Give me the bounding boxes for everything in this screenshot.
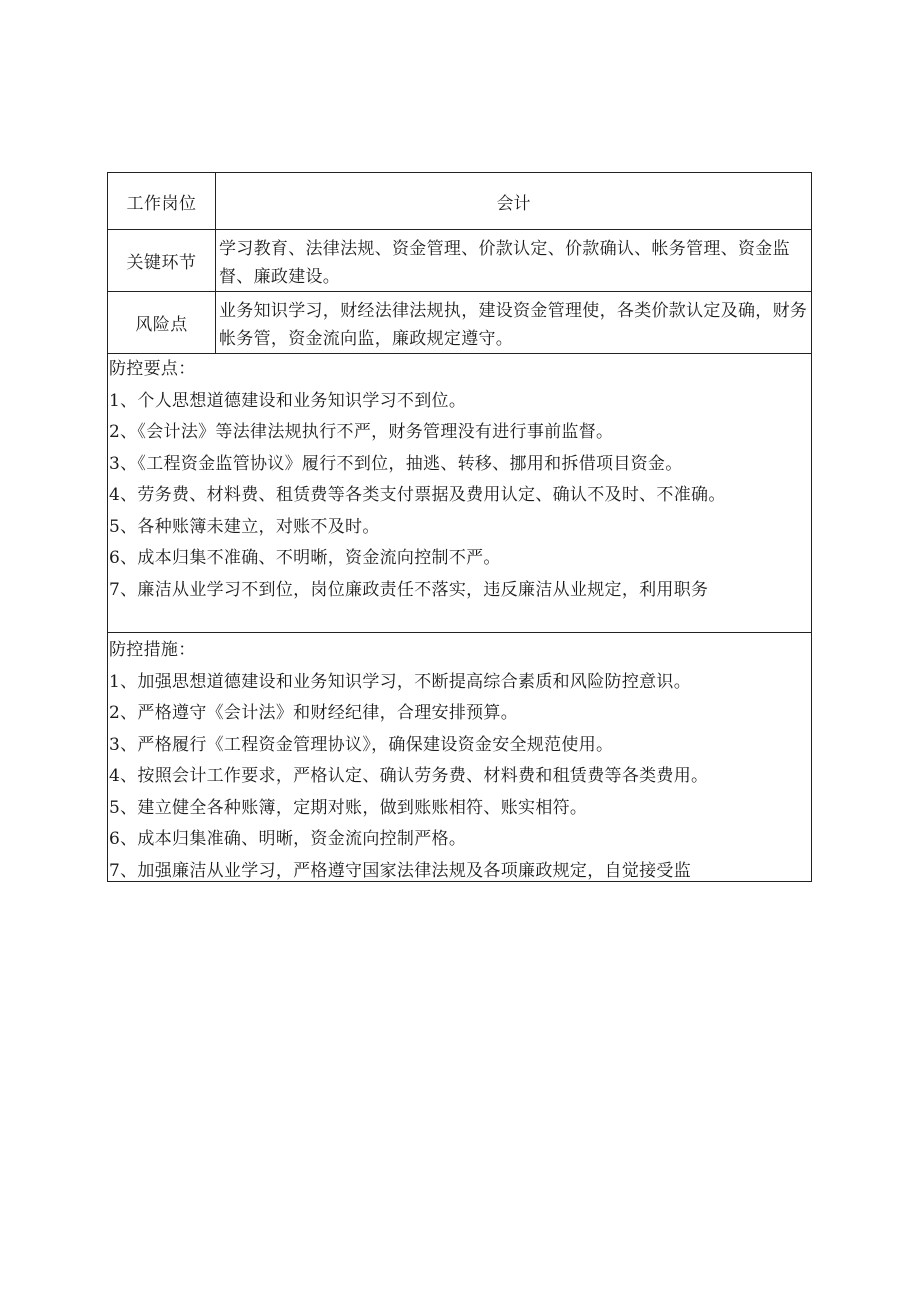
- position-row: [108, 173, 811, 230]
- control-point-item: 4、劳务费、材料费、租赁费等各类支付票据及费用认定、确认不及时、不准确。: [109, 485, 726, 505]
- control-measure-item: 4、按照会计工作要求，严格认定、确认劳务费、材料费和租赁费等各类费用。: [109, 766, 709, 786]
- control-measure-item: 2、严格遵守《会计法》和财经纪律，合理安排预算。: [109, 703, 519, 723]
- control-measure-item: 1、加强思想道德建设和业务知识学习，不断提高综合素质和风险防控意识。: [109, 671, 692, 692]
- control-measure-item: 7、加强廉洁从业学习，严格遵守国家法律法规及各项廉政规定，自觉接受监: [109, 860, 692, 881]
- risk-control-table: [107, 172, 812, 882]
- control-point-item: 3、《工程资金监管协议》履行不到位，抽逃、转移、挪用和拆借项目资金。: [109, 453, 683, 474]
- position-label: 工作岗位: [108, 173, 216, 229]
- control-points-block: [108, 354, 811, 633]
- control-measure-item: 6、成本归集准确、明晰，资金流向控制严格。: [109, 829, 467, 849]
- key-links-label: 关键环节: [108, 230, 216, 291]
- key-links-row: [108, 230, 811, 292]
- control-point-item: 2、《会计法》等法律法规执行不严，财务管理没有进行事前监督。: [109, 422, 614, 442]
- control-point-item: 6、成本归集不准确、不明晰，资金流向控制不严。: [109, 548, 501, 568]
- key-links-value: 学习教育、法律法规、资金管理、价款认定、价款确认、帐务管理、资金监督、廉政建设。: [219, 239, 790, 287]
- control-point-item: 5、各种账簿未建立，对账不及时。: [109, 516, 380, 537]
- control-point-item: 1、个人思想道德建设和业务知识学习不到位。: [109, 390, 467, 411]
- risk-row: [108, 292, 811, 354]
- control-measure-item: 5、建立健全各种账簿，定期对账，做到账账相符、账实相符。: [109, 797, 588, 818]
- control-measures-heading: 防控措施：: [109, 640, 196, 660]
- control-measures-block: [108, 633, 811, 882]
- risk-value: 业务知识学习，财经法律法规执，建设资金管理使，各类价款认定及确，财务帐务管，资金流向监，廉政规定遵守。: [219, 301, 808, 349]
- control-point-item: 7、廉洁从业学习不到位，岗位廉政责任不落实，违反廉洁从业规定，利用职务: [109, 579, 709, 600]
- risk-label: 风险点: [108, 292, 216, 353]
- position-value: 会计: [496, 193, 531, 214]
- control-measure-item: 3、严格履行《工程资金管理协议》，确保建设资金安全规范使用。: [109, 734, 614, 755]
- control-points-heading: 防控要点：: [109, 359, 196, 379]
